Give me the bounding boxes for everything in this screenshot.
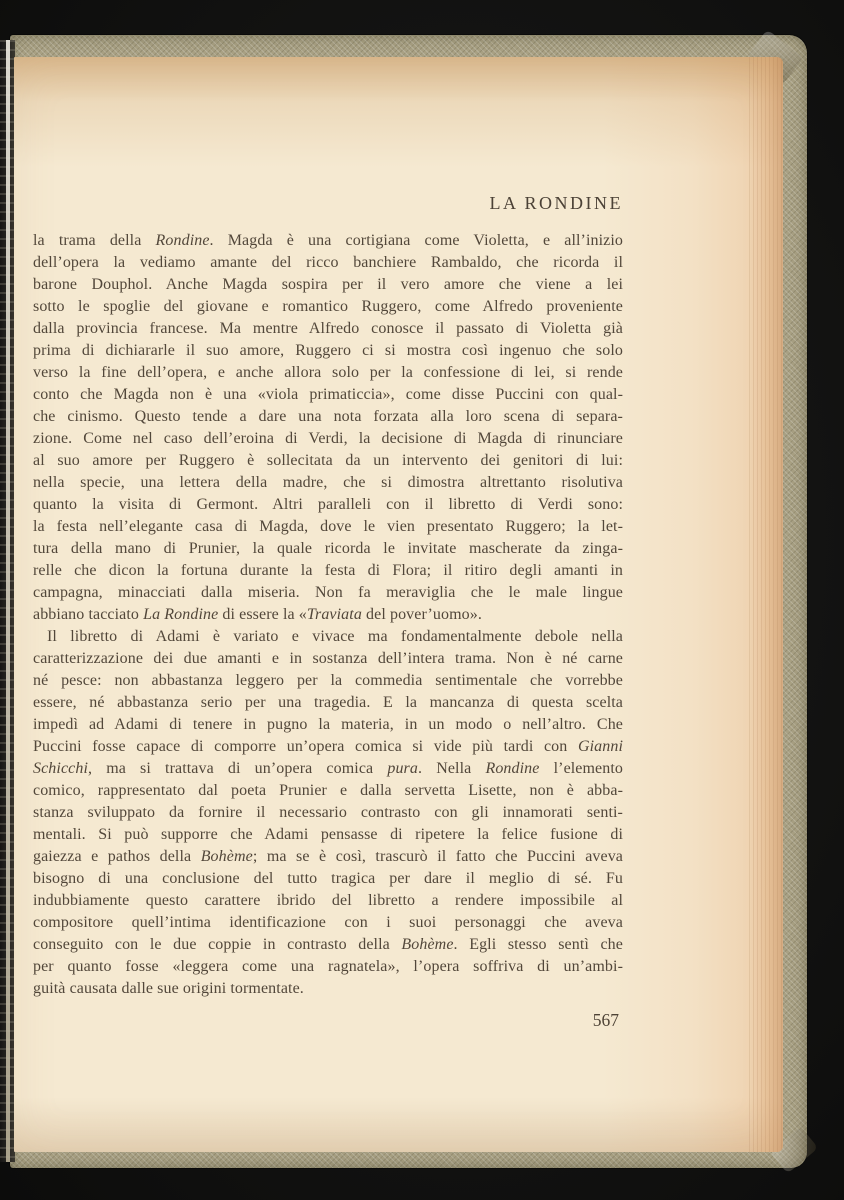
page-edge-highlight [6, 40, 10, 1162]
fore-edge-page-stack [749, 57, 783, 1152]
left-page-edges [0, 40, 15, 1162]
text-line: dell’opera la vediamo amante del ricco banchiere Rambaldo, che ricorda il [33, 254, 623, 271]
text-line: compositore quell’intima identificazione con i suoi personaggi che aveva [33, 914, 623, 931]
text-line: verso la fine dell’opera, e anche allora solo per la confessione di lei, si rende [33, 364, 623, 381]
text-line: campagna, minacciati dalla miseria. Non fa meraviglia che le male lingue [33, 584, 623, 601]
text-line: sotto le spoglie del giovane e romantico Ruggero, come Alfredo proveniente [33, 298, 623, 315]
text-line: comico, rappresentato dal poeta Prunier e dalla servetta Lisette, non è abba- [33, 782, 623, 799]
text-line: prima di dichiararle il suo amore, Ruggero ci si mostra così ingenuo che solo [33, 342, 623, 359]
text-line: tura della mano di Prunier, la quale ricorda le invitate mascherate da zinga- [33, 540, 623, 557]
text-line: Il libretto di Adami è variato e vivace ma fondamentalmente debole nella [47, 628, 623, 645]
text-line: la trama della Rondine. Magda è una cortigiana come Violetta, e all’inizio [33, 232, 623, 249]
text-line: né pesce: non abbastanza leggero per la commedia sentimentale che vorrebbe [33, 672, 623, 689]
text-line: indubbiamente questo carattere ibrido del libretto a rendere impossibile al [33, 892, 623, 909]
running-head-title: LA RONDINE [489, 193, 623, 213]
text-line: Puccini fosse capace di comporre un’opera comica si vide più tardi con Gianni [33, 738, 623, 755]
text-line: stanza sviluppato da fornire il necessario contrasto con gli innamorati senti- [33, 804, 623, 821]
page-number: 567 [592, 1010, 619, 1030]
text-line: per quanto fosse «leggera come una ragnatela», l’opera soffriva di un’ambi- [33, 958, 623, 975]
body-text [33, 230, 623, 1000]
text-line: gaiezza e pathos della Bohème; ma se è così, trascurò il fatto che Puccini aveva [33, 848, 623, 865]
text-line: che cinismo. Questo tende a dare una nota forzata alla loro scena di separa- [33, 408, 623, 425]
text-line: relle che dicon la fortuna durante la festa di Flora; il ritiro degli amanti in [33, 562, 623, 579]
text-line: caratterizzazione dei due amanti e in sostanza dell’intera trama. Non è né carne [33, 650, 623, 667]
text-line: dalla provincia francese. Ma mentre Alfredo conosce il passato di Violetta già [33, 320, 623, 337]
text-line: Schicchi, ma si trattava di un’opera comica pura. Nella Rondine l’elemento [33, 760, 624, 777]
text-line: mentali. Si può supporre che Adami pensasse di ripetere la felice fusione di [33, 826, 623, 843]
text-line: al suo amore per Ruggero è sollecitata da un intervento dei genitori di lui: [33, 452, 623, 469]
text-line: conto che Magda non è una «viola primaticcia», come disse Puccini con qual- [33, 386, 623, 403]
text-line: nella specie, una lettera della madre, che si dimostra altrettanto risolutiva [33, 474, 623, 491]
text-line: guità causata dalle sue origini tormentate. [33, 980, 304, 997]
text-line: barone Douphol. Anche Magda sospira per il vero amore che viene a lei [33, 276, 623, 293]
text-line: la festa nell’elegante casa di Magda, dove le vien presentato Ruggero; la let- [33, 518, 623, 535]
text-line: quanto la visita di Germont. Altri paralleli con il libretto di Verdi sono: [33, 496, 623, 513]
text-line: conseguito con le due coppie in contrasto della Bohème. Egli stesso sentì che [33, 936, 623, 953]
text-line: zione. Come nel caso dell’eroina di Verdi, la decisione di Magda di rinunciare [33, 430, 623, 447]
text-line: impedì ad Adami di tenere in pugno la materia, in un modo o nell’altro. Che [33, 716, 623, 733]
text-line: abbiano tacciato La Rondine di essere la «Traviata del pover’uomo». [33, 606, 482, 623]
text-line: bisogno di una conclusione del tutto tragica per dare il meglio di sé. Fu [33, 870, 623, 887]
text-line: essere, né abbastanza serio per una tragedia. E la mancanza di questa scelta [33, 694, 623, 711]
